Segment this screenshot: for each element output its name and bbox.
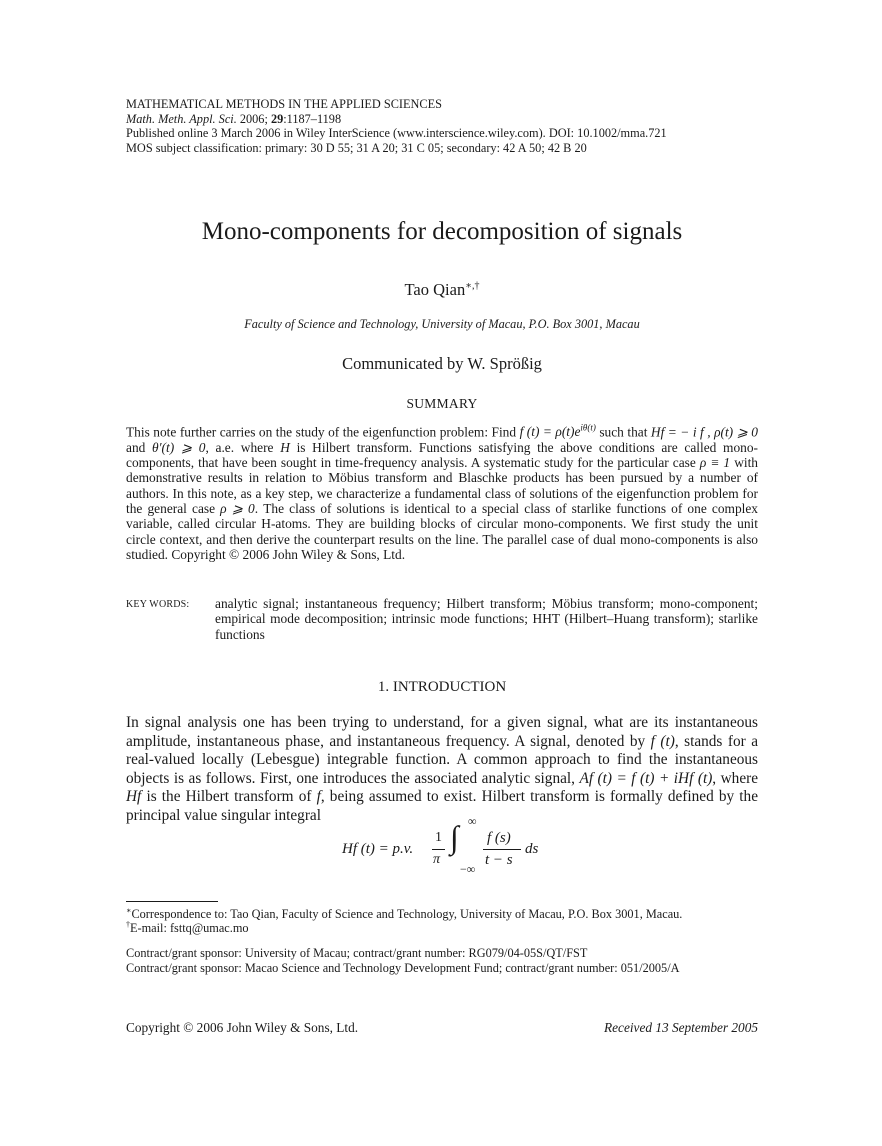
intro-text: is the Hilbert transform of: [141, 788, 317, 806]
intro-text: In signal analysis one has been trying to understand, for a given signal, what are its instantaneous amplitude, instantaneous phase, and instantaneous frequency. A signal, denoted by: [126, 714, 758, 750]
fraction-bar: [483, 849, 521, 850]
summary-text: and: [126, 439, 153, 455]
summary-heading: SUMMARY: [406, 396, 478, 411]
keywords: [126, 596, 758, 642]
section-heading: 1. INTRODUCTION: [377, 679, 507, 695]
summary-text: . The class of solutions is identical to a special class of starlike functions of one complex variable, called circular H-atoms. They are building blocks of circular mono-components. We first study the unit circle context, and then derive the counterpart results on the line. The parallel case of dual mono-components is also studied. Copyright © 2006 John Wiley & Sons, Ltd.: [126, 500, 759, 562]
summary-text: This note further carries on the study of the eigenfunction problem: Find: [126, 424, 520, 440]
summary-text: is Hilbert transform. Functions satisfying the above conditions are called mono-components, that have been sought in time-frequency analysis. A systematic study for the particular case: [126, 439, 759, 471]
math-f-intro: f: [316, 788, 321, 806]
journal-citation: [126, 112, 758, 127]
keywords-text: analytic signal; instantaneous frequency; Hilbert transform; Möbius transform; mono-component; empirical mode decomposition; intrinsic mode functions; HHT (Hilbert–Huang transform); starlike functions: [215, 596, 758, 642]
affiliation: Faculty of Science and Technology, University of Macau, P.O. Box 3001, Macau: [244, 317, 640, 331]
math-h: H: [280, 439, 290, 455]
math-rho0: ρ ⩾ 0: [220, 500, 255, 516]
footer-copyright: Copyright © 2006 John Wiley & Sons, Ltd.: [126, 1020, 359, 1035]
summary-body: [126, 421, 758, 562]
journal-volume: 29: [270, 111, 284, 126]
footnote-grant: Contract/grant sponsor: University of Macau; contract/grant number: RG079/04-05S/QT/FST: [126, 946, 588, 960]
math-hf-intro: Hf: [126, 788, 142, 806]
equation-pi: π: [433, 852, 441, 867]
intro-body: [126, 714, 758, 826]
equation-one: 1: [435, 830, 442, 845]
footnote-grant: Contract/grant sponsor: Macao Science and Technology Development Fund; contract/grant number: 051/2005/A: [126, 961, 680, 975]
footnote-email: †E-mail: fsttq@umac.mo: [126, 920, 249, 936]
author-name: Tao Qian: [404, 280, 466, 299]
journal-abbrev: Math. Meth. Appl. Sci.: [126, 111, 237, 126]
mos-classification: MOS subject classification: primary: 30 D 55; 31 A 20; 31 C 05; secondary: 42 A 50; 42 B 20: [126, 140, 587, 155]
equation-numerator: f (s): [487, 830, 511, 846]
intro-text: , being assumed to exist. Hilbert transform is formally defined by the principal value singular integral: [126, 788, 758, 824]
summary-text: with demonstrative results in relation to Möbius transform and Blaschke products has been pursued by a number of authors. In this note, as a key step, we characterize a fundamental class of solutions of the eigenfunction problem for the general case: [126, 455, 758, 516]
integral-sign: ∫: [450, 819, 459, 855]
journal-name: MATHEMATICAL METHODS IN THE APPLIED SCIENCES: [126, 97, 442, 111]
intro-paragraph: [126, 714, 758, 826]
summary-text: , a.e. where: [205, 439, 281, 455]
journal-year: 2006;: [239, 111, 268, 126]
paper-title: Mono-components for decomposition of signals: [201, 218, 683, 245]
equation-lhs: Hf (t) = p.v.: [342, 841, 414, 857]
journal-pages: :1187–1198: [283, 111, 342, 126]
math-theta: θ′(t) ⩾ 0: [152, 439, 206, 455]
communicated-by: Communicated by W. Sprößig: [342, 354, 542, 373]
math-ft: f (t): [650, 732, 675, 750]
equation-upper-limit: ∞: [468, 814, 477, 828]
author-marks: ∗,†: [465, 280, 480, 292]
footnote-correspondence: ∗Correspondence to: Tao Qian, Faculty of Science and Technology, University of Macau, P.O. Box 3001, Macau.: [126, 906, 683, 922]
math-hf: Hf = − i f , ρ(t) ⩾ 0: [650, 424, 759, 440]
intro-text: , stands for a real-valued locally (Lebesgue) integrable function. A common approach to find the instantaneous objects is as follows. First, one introduces the associated analytic signal,: [126, 732, 759, 787]
math-af: Af (t) = f (t) + iHf (t): [579, 769, 713, 787]
footnote-rule: [126, 901, 218, 902]
intro-text: , where: [712, 769, 758, 787]
footer-received: Received 13 September 2005: [604, 1020, 758, 1035]
equation-denominator: t − s: [485, 852, 513, 868]
fraction-bar: [432, 849, 445, 850]
math-f: f $(t) = \rho(t)e^{i\theta(t)}$: [519, 423, 596, 440]
summary-paragraph: [126, 421, 758, 562]
equation-lower-limit: −∞: [460, 862, 476, 876]
math-rho1: ρ ≡ 1: [699, 455, 731, 471]
author-line: [126, 280, 758, 300]
journal-header: [126, 97, 758, 155]
equation-ds: ds: [525, 841, 539, 857]
publication-info: Published online 3 March 2006 in Wiley InterScience (www.interscience.wiley.com). DOI: 10.1002/mma.721: [126, 126, 667, 141]
keywords-label: KEY WORDS:: [126, 599, 190, 610]
summary-text: such that: [595, 424, 651, 440]
